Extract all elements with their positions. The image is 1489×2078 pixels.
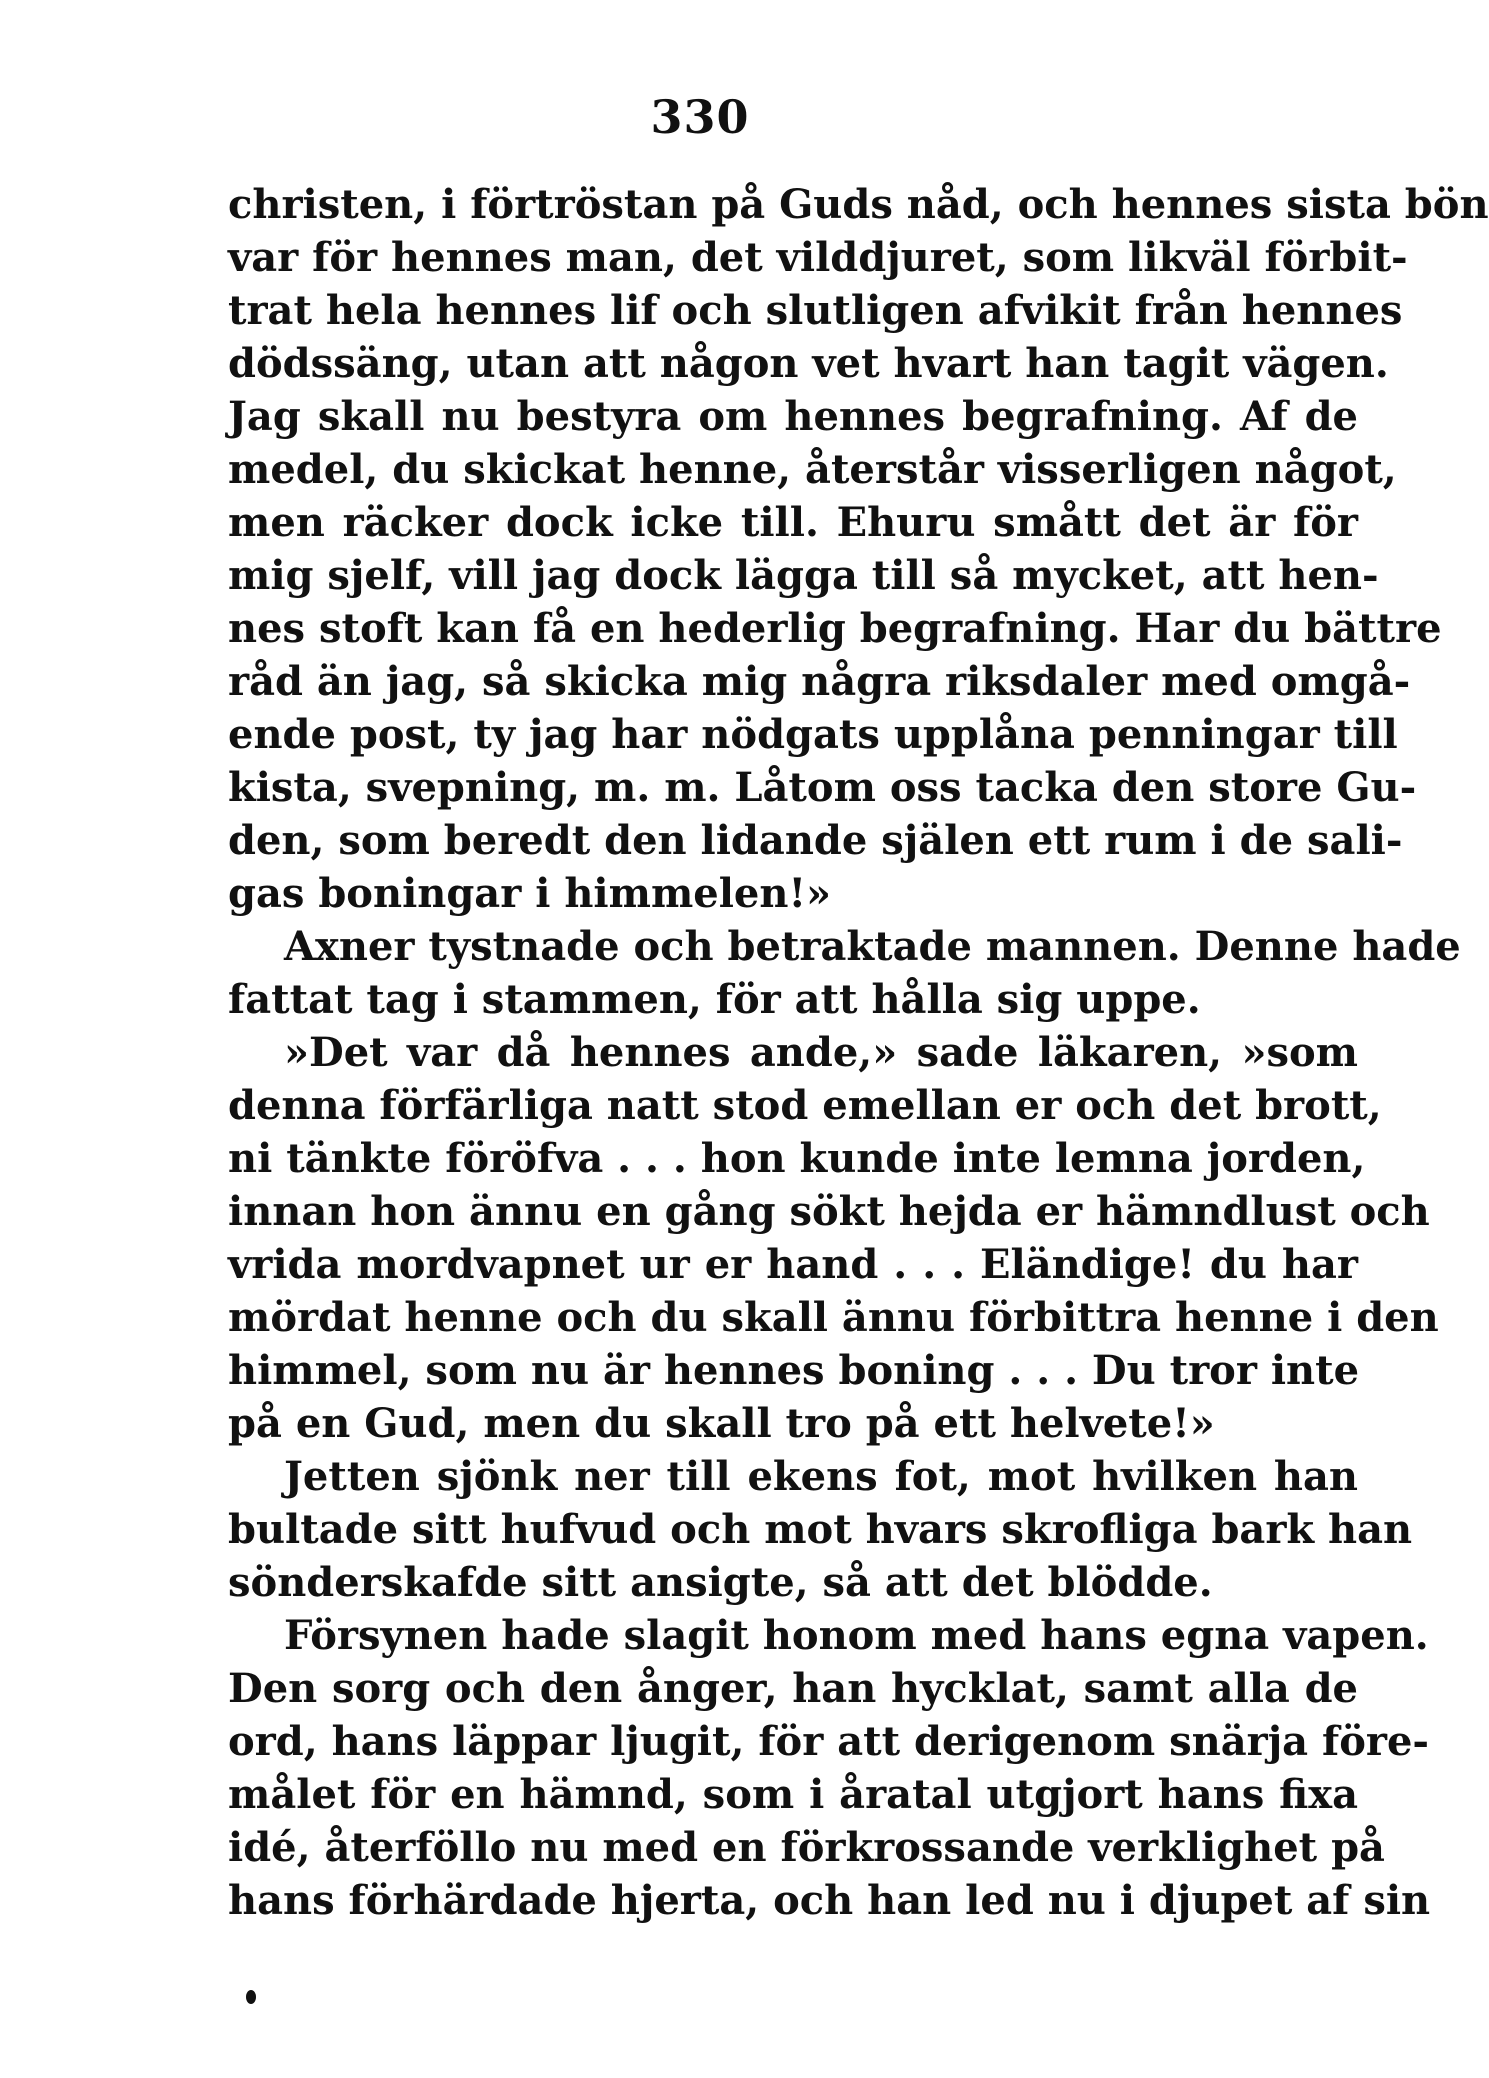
text-line: råd än jag, så skicka mig några riksdaler med omgå- [228, 658, 1411, 705]
paragraph-end-line: fattat tag i stammen, för att hålla sig uppe. [228, 976, 1201, 1023]
text-line: vrida mordvapnet ur er hand . . . Eländige! du har [228, 1241, 1358, 1288]
paragraph-start-line: Axner tystnade och betraktade mannen. Denne hade [284, 923, 1461, 970]
text-line: hans förhärdade hjerta, och han led nu i djupet af sin [228, 1877, 1431, 1924]
page-number: 330 [650, 90, 750, 144]
paragraph-start-line: Jetten sjönk ner till ekens fot, mot hvilken han [284, 1453, 1358, 1500]
text-line: Den sorg och den ånger, han hycklat, samt alla de [228, 1665, 1358, 1712]
text-line: mördat henne och du skall ännu förbittra henne i den [228, 1294, 1439, 1341]
text-line: dödssäng, utan att någon vet hvart han tagit vägen. [228, 340, 1389, 387]
text-line: idé, återföllo nu med en förkrossande verklighet på [228, 1824, 1385, 1871]
text-line: ni tänkte föröfva . . . hon kunde inte lemna jorden, [228, 1135, 1366, 1182]
text-line: den, som beredt den lidande själen ett rum i de sali- [228, 817, 1403, 864]
text-line: christen, i förtröstan på Guds nåd, och hennes sista bön [228, 181, 1489, 228]
text-line: medel, du skickat henne, återstår visserligen något, [228, 446, 1397, 493]
body-text [228, 178, 1489, 1927]
text-line: ende post, ty jag har nödgats upplåna penningar till [228, 711, 1398, 758]
paragraph-start-line: Försynen hade slagit honom med hans egna vapen. [284, 1612, 1429, 1659]
text-line: målet för en hämnd, som i åratal utgjort hans fixa [228, 1771, 1358, 1818]
text-line: Jag skall nu bestyra om hennes begrafning. Af de [228, 393, 1358, 440]
paragraph-end-line: sönderskafde sitt ansigte, så att det blödde. [228, 1559, 1213, 1606]
text-line: nes stoft kan få en hederlig begrafning. Har du bättre [228, 605, 1442, 652]
text-line: mig sjelf, vill jag dock lägga till så mycket, att hen- [228, 552, 1379, 599]
text-line: denna förfärliga natt stod emellan er och det brott, [228, 1082, 1382, 1129]
text-line: var för hennes man, det vilddjuret, som likväl förbit- [228, 234, 1408, 281]
printer-dot-mark [246, 1990, 256, 2004]
text-line: himmel, som nu är hennes boning . . . Du tror inte [228, 1347, 1360, 1394]
text-line: kista, svepning, m. m. Låtom oss tacka den store Gu- [228, 764, 1417, 811]
text-line: innan hon ännu en gång sökt hejda er hämndlust och [228, 1188, 1430, 1235]
text-line: men räcker dock icke till. Ehuru smått det är för [228, 499, 1358, 546]
text-line: trat hela hennes lif och slutligen afvikit från hennes [228, 287, 1403, 334]
paragraph-start-line: »Det var då hennes ande,» sade läkaren, »som [284, 1029, 1358, 1076]
text-line: bultade sitt hufvud och mot hvars skrofliga bark han [228, 1506, 1413, 1553]
text-line: ord, hans läppar ljugit, för att derigenom snärja före- [228, 1718, 1430, 1765]
paragraph-end-line: gas boningar i himmelen!» [228, 870, 832, 917]
paragraph-end-line: på en Gud, men du skall tro på ett helvete!» [228, 1400, 1215, 1447]
